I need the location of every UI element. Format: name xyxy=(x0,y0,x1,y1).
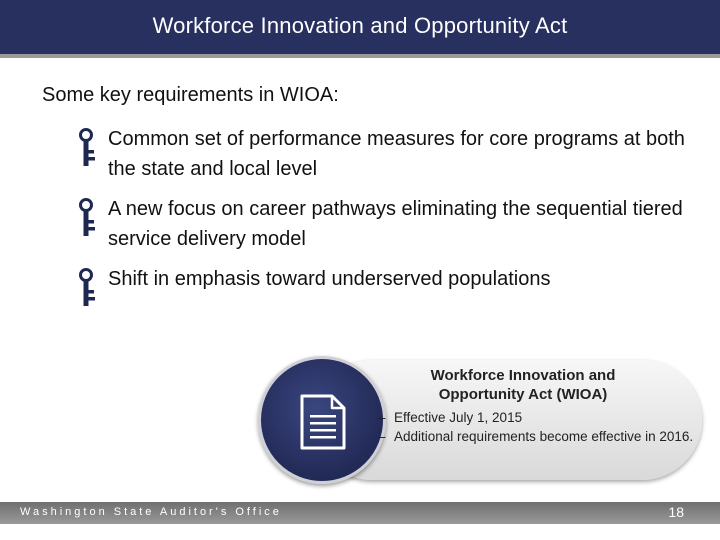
bullet-text: Common set of performance measures for core programs at both the state and local level xyxy=(108,128,685,180)
page-number: 18 xyxy=(668,504,684,520)
key-icon xyxy=(78,198,100,238)
list-item xyxy=(78,124,698,184)
callout-item xyxy=(378,427,698,446)
list-item xyxy=(78,194,698,254)
footer-office: Washington State Auditor's Office xyxy=(20,506,282,518)
dash-marker: – xyxy=(378,429,386,444)
callout-circle xyxy=(258,356,386,484)
bullet-text: A new focus on career pathways eliminating the sequential tiered service delivery model xyxy=(108,198,683,250)
callout-title: Workforce Innovation and Opportunity Act (WIOA) xyxy=(430,367,616,403)
key-icon xyxy=(78,268,100,308)
wioa-callout xyxy=(258,356,704,486)
document-icon xyxy=(299,393,347,451)
callout-item-text: Additional requirements become effective in 2016. xyxy=(394,429,694,444)
callout-list xyxy=(378,408,698,446)
page-title: Workforce Innovation and Opportunity Act xyxy=(152,13,568,38)
key-icon xyxy=(78,128,100,168)
bullet-text: Shift in emphasis toward underserved populations xyxy=(108,268,551,290)
dash-marker: – xyxy=(378,410,386,425)
list-item xyxy=(78,264,698,294)
callout-item xyxy=(378,408,698,427)
callout-item-text: Effective July 1, 2015 xyxy=(394,410,523,425)
footer-bar xyxy=(0,502,720,524)
requirements-list xyxy=(78,124,698,294)
intro-text: Some key requirements in WIOA: xyxy=(42,84,339,106)
title-bar xyxy=(0,0,720,58)
